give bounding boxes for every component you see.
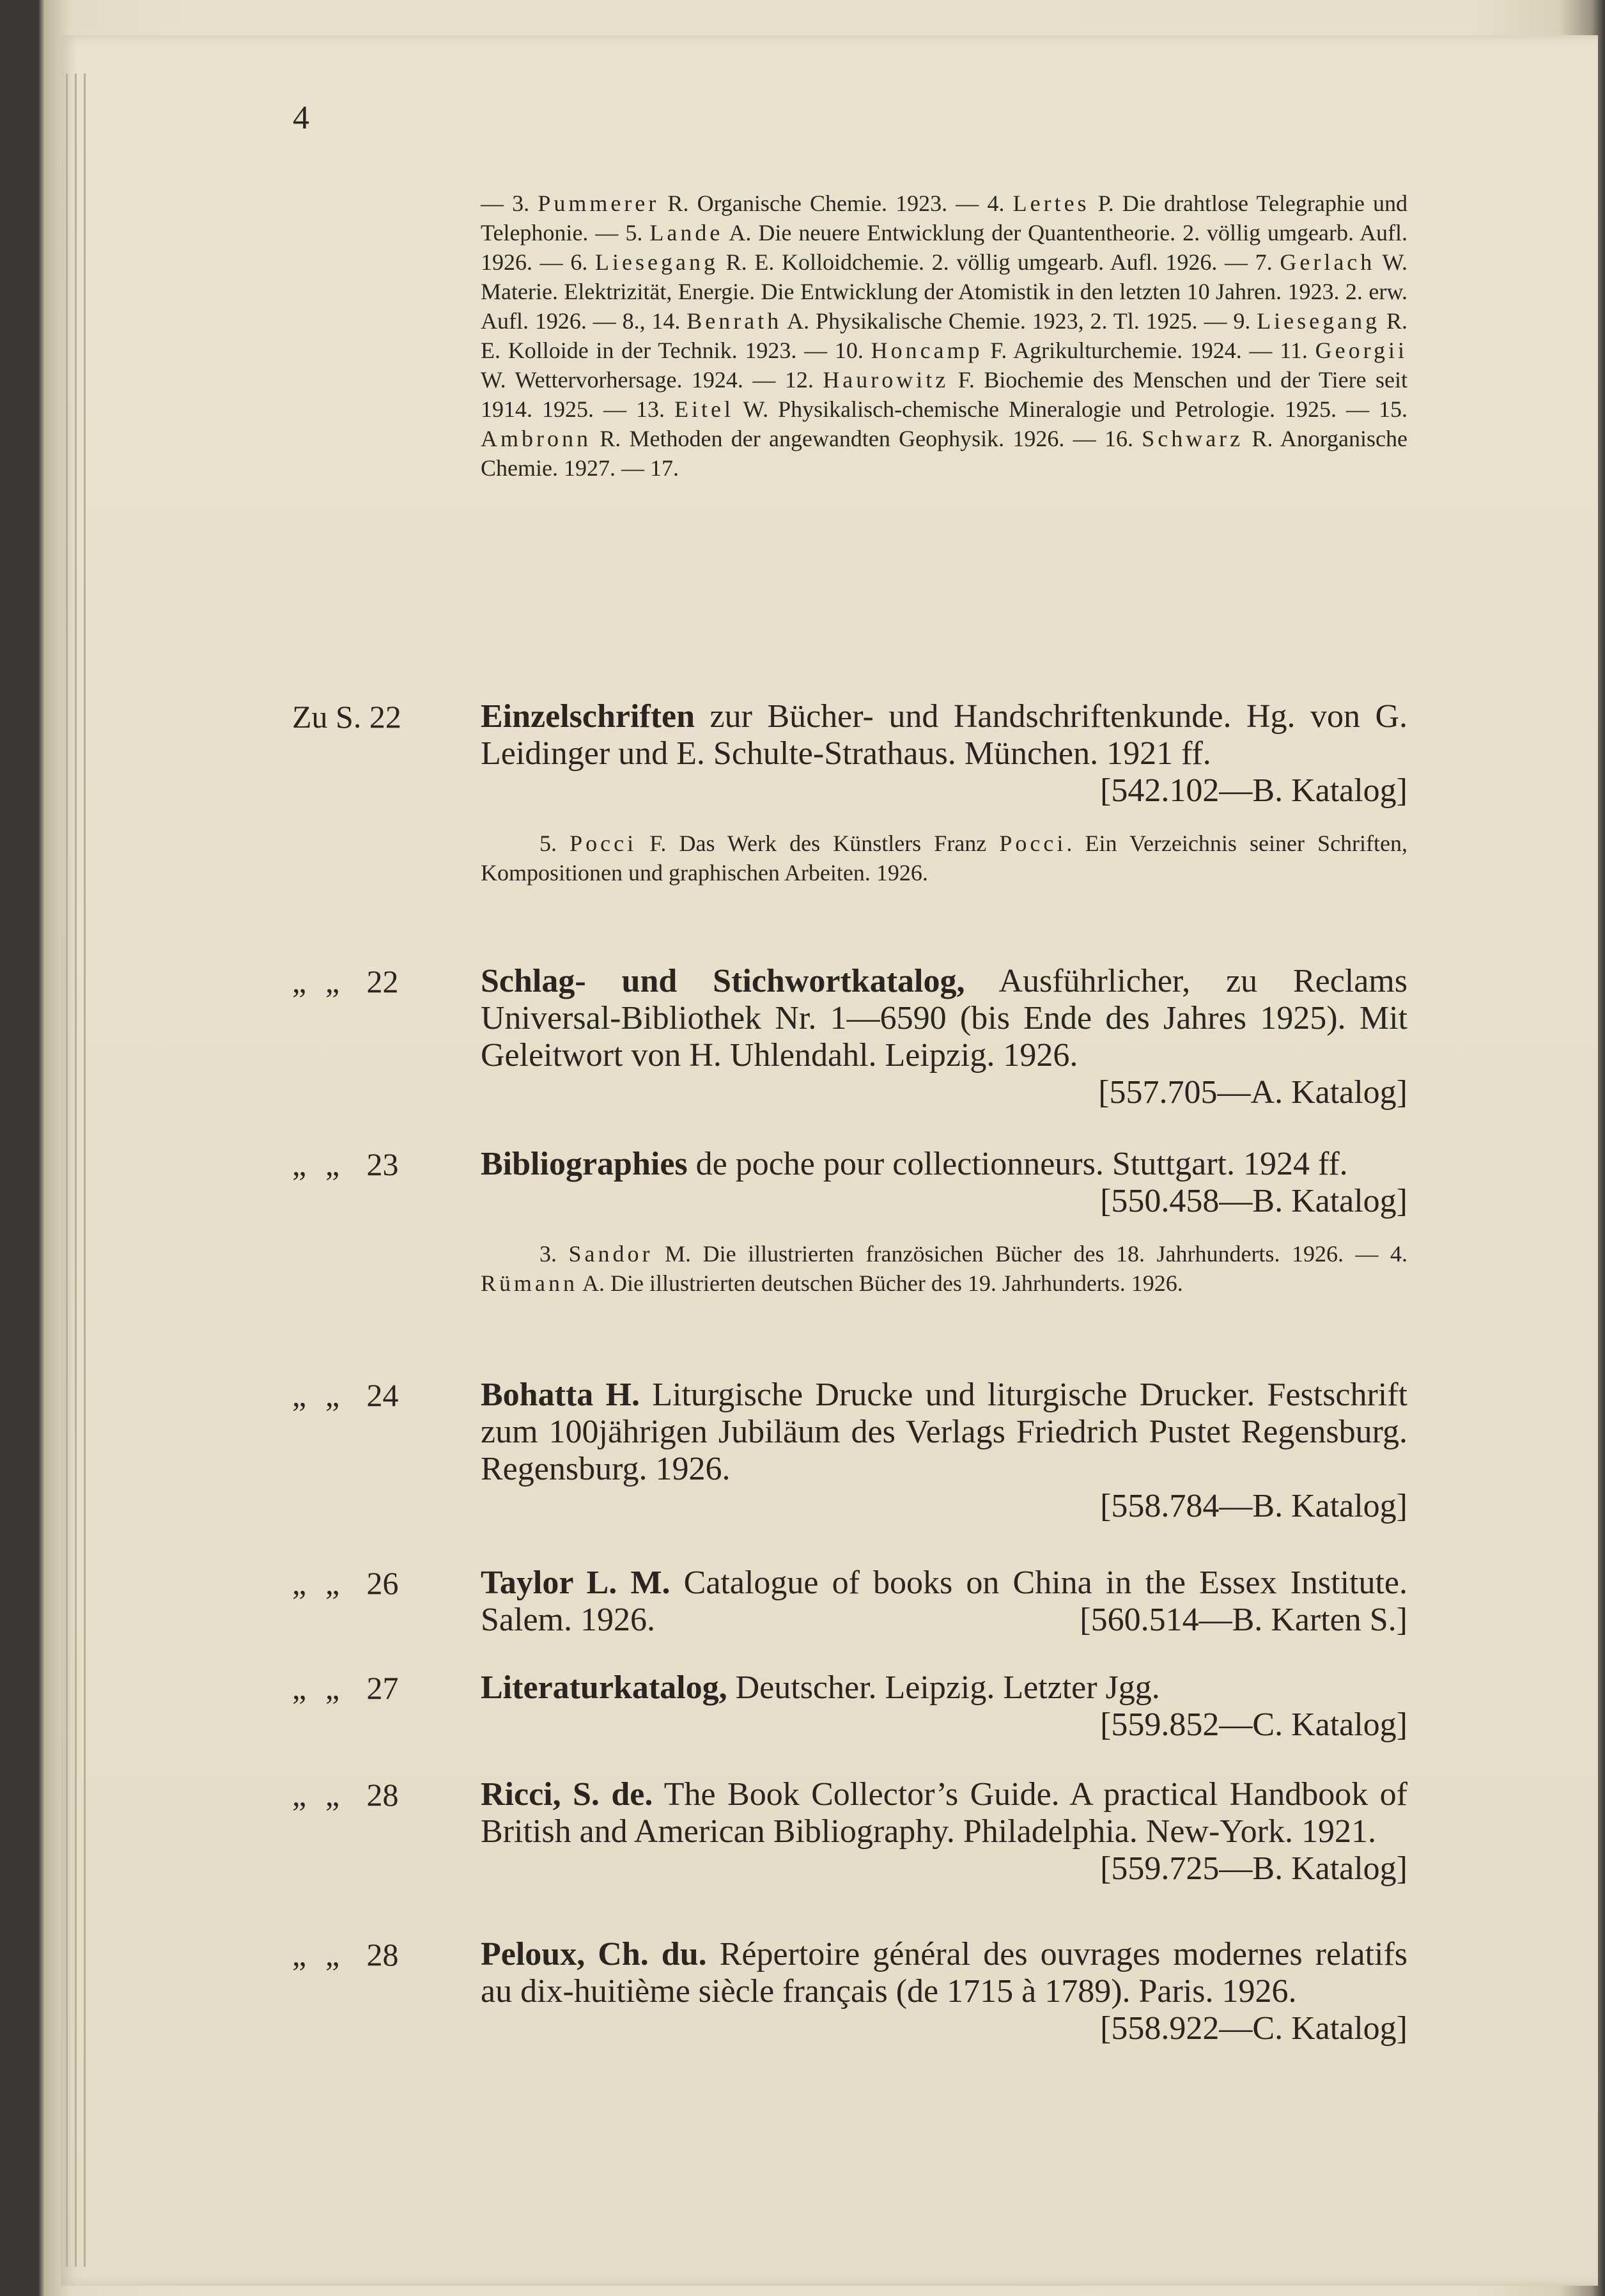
entry-heading: Schlag- und Stichwortkatalog, bbox=[481, 963, 965, 999]
entry-text: Taylor L. M. Catalogue of books on China in the Essex Institute. Salem. 1926. [560.514—B. Karten S.] bbox=[481, 1565, 1408, 1638]
call-number: [557.705—A. Katalog] bbox=[1098, 1074, 1407, 1111]
entry-text: Bohatta H. Liturgische Drucke und liturgische Drucker. Festschrift zum 100jährigen Jubiläum des Verlags Friedrich Pustet Regensburg. Regensburg. 1926. [558.784—B. Katalog] bbox=[481, 1377, 1407, 1524]
entry-heading: Peloux, Ch. du. bbox=[481, 1936, 707, 1972]
call-number: [559.725—B. Katalog] bbox=[1100, 1850, 1407, 1887]
call-number: [558.784—B. Katalog] bbox=[1100, 1488, 1407, 1524]
call-number: [560.514—B. Karten S.] bbox=[1080, 1602, 1407, 1638]
entry-text: Schlag- und Stichwortkatalog, Ausführlicher, zu Reclams Universal-Bibliothek Nr. 1—6590 (bis Ende des Jahres 1925). Mit Geleitwort von H. Uhlendahl. Leipzig. 1926. [557.705—A. Katalog] bbox=[481, 963, 1407, 1111]
entry-heading: Einzelschriften bbox=[481, 698, 695, 735]
call-number: [550.458—B. Katalog] bbox=[1100, 1183, 1407, 1219]
call-number: [558.922—C. Katalog] bbox=[1100, 2010, 1407, 2047]
entry-reference: „ „ 28 bbox=[292, 1937, 399, 1972]
entry-reference: „ „ 27 bbox=[292, 1670, 399, 1706]
entry-text: Einzelschriften zur Bücher- und Handschriftenkunde. Hg. von G. Leidinger und E. Schulte-Strathaus. München. 1921 ff. [542.102—B. Katalog] bbox=[481, 698, 1407, 809]
entry-heading: Bibliographies bbox=[481, 1146, 688, 1182]
call-number: [542.102—B. Katalog] bbox=[1100, 772, 1407, 809]
page-edge bbox=[75, 74, 77, 2267]
series-volumes: 5. Pocci F. Das Werk des Künstlers Franz Pocci. Ein Verzeichnis seiner Schriften, Kompositionen und graphischen Arbeiten. 1926. bbox=[481, 831, 1408, 886]
entry-heading: Ricci, S. de. bbox=[481, 1776, 653, 1813]
entry-reference: „ „ 28 bbox=[292, 1777, 399, 1813]
entry-reference: „ „ 26 bbox=[292, 1565, 399, 1601]
entry-text: Ricci, S. de. The Book Collector’s Guide. A practical Handbook of British and American Bibliography. Philadelphia. New-York. 1921. [559.725—B. Katalog] bbox=[481, 1776, 1408, 1887]
entry-heading: Taylor L. M. bbox=[481, 1565, 671, 1601]
entry-reference: Zu S. 22 bbox=[292, 699, 401, 735]
entry-reference: „ „ 24 bbox=[292, 1377, 399, 1413]
entry-reference: „ „ 23 bbox=[292, 1146, 399, 1182]
entry-text: Peloux, Ch. du. Répertoire général des ouvrages modernes relatifs au dix-huitième siècle français (de 1715 à 1789). Paris. 1926. [558.922—C. Katalog] bbox=[481, 1936, 1407, 2047]
entry-reference: „ „ 22 bbox=[292, 964, 399, 999]
entry-heading: Bohatta H. bbox=[481, 1377, 640, 1413]
entry-text: Bibliographies de poche pour collectionneurs. Stuttgart. 1924 ff. [550.458—B. Katalog] bbox=[481, 1146, 1407, 1219]
series-continuation: — 3. Pummerer R. Organische Chemie. 1923. — 4. Lertes P. Die drahtlose Telegraphie und Telephonie. — 5. Lande A. Die neuere Entwicklung der Quantentheorie. 2. völlig umgearb. Aufl. 1926. — 6. Liesegang R. E. Kolloidchemie. 2. völlig umgearb. Aufl. 1926. — 7. Gerlach W. Materie. Elektrizität, Energie. Die Entwicklung der Atomistik in den letzten 10 Jahren. 1923. 2. erw. Aufl. 1926. — 8., 14. Benrath A. Physikalische Chemie. 1923, 2. Tl. 1925. — 9. Liesegang R. E. Kolloide in der Technik. 1923. — 10. Honcamp F. Agrikulturchemie. 1924. — 11. Georgii W. Wettervorhersage. 1924. — 12. Haurowitz F. Biochemie des Menschen und der Tiere seit 1914. 1925. — 13. Eitel W. Physikalisch-chemische Mineralogie und Petrologie. 1925. — 15. Ambronn R. Methoden der angewandten Geophysik. 1926. — 16. Schwarz R. Anorganische Chemie. 1927. — 17. bbox=[481, 191, 1408, 481]
call-number: [559.852—C. Katalog] bbox=[1100, 1706, 1407, 1743]
page-edge bbox=[84, 74, 86, 2267]
entry-heading: Literaturkatalog, bbox=[481, 1669, 727, 1706]
series-volumes: 3. Sandor M. Die illustrierten französichen Bücher des 18. Jahrhunderts. 1926. — 4. Rümann A. Die illustrierten deutschen Bücher des 19. Jahrhunderts. 1926. bbox=[481, 1241, 1408, 1296]
entry-text: Literaturkatalog, Deutscher. Leipzig. Letzter Jgg. [559.852—C. Katalog] bbox=[481, 1669, 1407, 1743]
page-edge bbox=[66, 74, 68, 2267]
page-number: 4 bbox=[293, 100, 309, 136]
